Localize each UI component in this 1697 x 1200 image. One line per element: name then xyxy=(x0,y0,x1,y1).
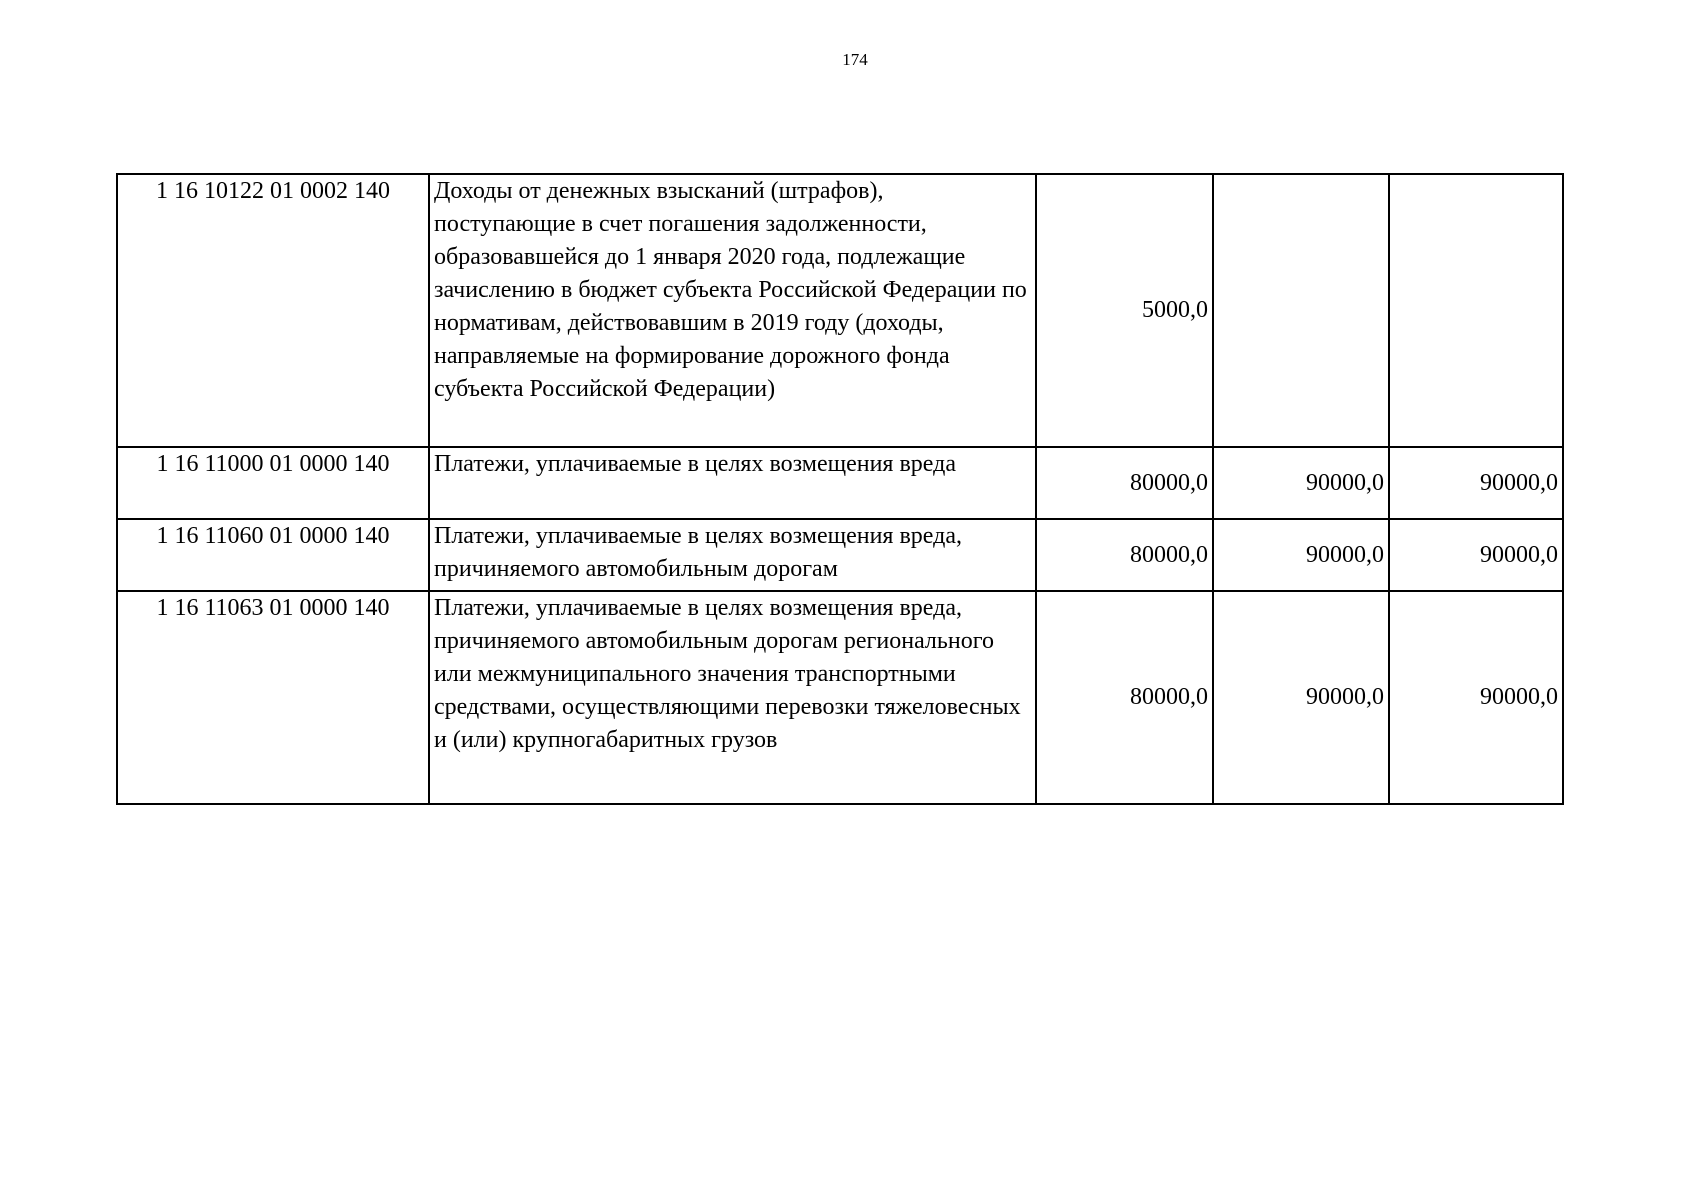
value-cell-year2: 90000,0 xyxy=(1213,447,1389,519)
budget-revenue-table xyxy=(116,173,1564,805)
revenue-name-cell: Платежи, уплачиваемые в целях возмещения вреда, причиняемого автомобильным дорогам xyxy=(429,519,1036,591)
value-cell-year3: 90000,0 xyxy=(1389,519,1563,591)
value-cell-year1: 80000,0 xyxy=(1036,591,1213,804)
value-cell-year1: 80000,0 xyxy=(1036,519,1213,591)
value-cell-year1: 5000,0 xyxy=(1036,174,1213,447)
budget-code-cell: 1 16 11060 01 0000 140 xyxy=(117,519,429,591)
value-cell-year2: 90000,0 xyxy=(1213,591,1389,804)
value-cell-year1: 80000,0 xyxy=(1036,447,1213,519)
budget-code-cell: 1 16 10122 01 0002 140 xyxy=(117,174,429,447)
value-cell-year2 xyxy=(1213,174,1389,447)
value-cell-year3: 90000,0 xyxy=(1389,591,1563,804)
table-row xyxy=(117,519,1563,591)
value-cell-year2: 90000,0 xyxy=(1213,519,1389,591)
table-row xyxy=(117,591,1563,804)
table-row xyxy=(117,447,1563,519)
budget-code-cell: 1 16 11000 01 0000 140 xyxy=(117,447,429,519)
budget-code-cell: 1 16 11063 01 0000 140 xyxy=(117,591,429,804)
value-cell-year3 xyxy=(1389,174,1563,447)
page-number: 174 xyxy=(842,50,868,69)
revenue-name-cell: Платежи, уплачиваемые в целях возмещения вреда, причиняемого автомобильным дорогам регионального или межмуниципального значения транспортными средствами, осуществляющими перевозки тяжеловесных и (или) крупногабаритных грузов xyxy=(429,591,1036,804)
value-cell-year3: 90000,0 xyxy=(1389,447,1563,519)
revenue-name-cell: Платежи, уплачиваемые в целях возмещения вреда xyxy=(429,447,1036,519)
revenue-name-cell: Доходы от денежных взысканий (штрафов), поступающие в счет погашения задолженности, образовавшейся до 1 января 2020 года, подлежащие зачислению в бюджет субъекта Российской Федерации по нормативам, действовавшим в 2019 году (доходы, направляемые на формирование дорожного фонда субъекта Российской Федерации) xyxy=(429,174,1036,447)
table-row xyxy=(117,174,1563,447)
